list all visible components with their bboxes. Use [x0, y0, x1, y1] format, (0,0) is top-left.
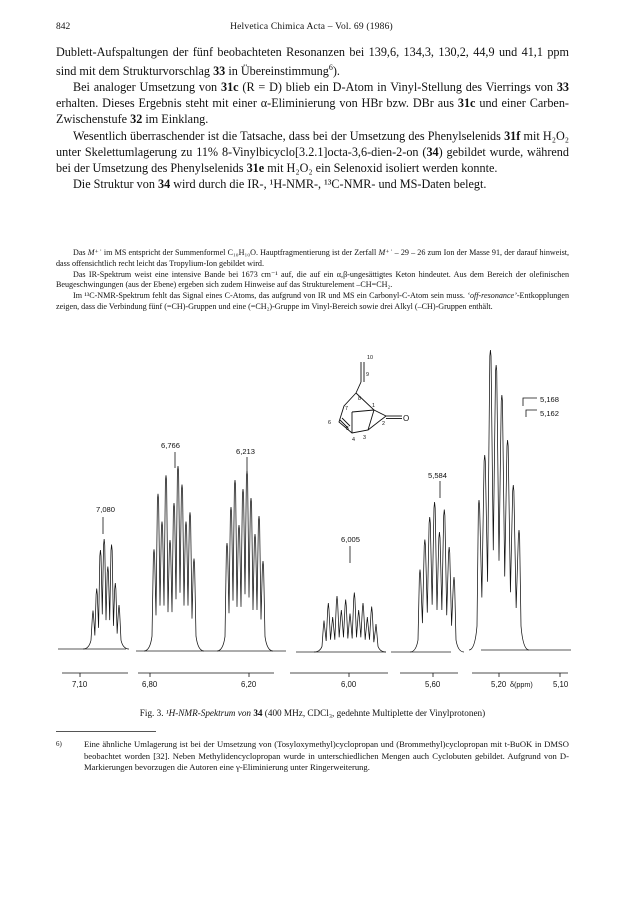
paragraph-1: Dublett-Aufspaltungen der fünf beobachteten Resonanzen bei 139,6, 134,3, 130,2, 44,9 und 41,1 ppm sind mit dem Strukturvorschlag 33 in Übereinstimmung$^6$). [56, 45, 569, 79]
multiplet-trace [410, 502, 464, 652]
ms-note: Das M⁺˙ im MS entspricht der Summenformel C₁₀H₁₀O. Hauptfragmentierung ist der Zerfall M⁺˙ – 29 – 26 zum Ion der Masse 91, der darauf hinweist, dass offensichtlich recht leicht das Tropylium-Ion gebildet wird. [56, 248, 569, 268]
multiplet-trace [83, 539, 129, 649]
tick-label: 6,00 [341, 680, 357, 689]
atom-number: 5 [346, 426, 349, 432]
tick-label: 5,20 [491, 680, 507, 689]
journal-title: Helvetica Chimica Acta – Vol. 69 (1986) [230, 22, 393, 32]
multiplet-trace [217, 471, 273, 651]
figure-caption: Fig. 3. ¹H-NMR-Spektrum von 34 (400 MHz, CDCl₃, gedehnte Multiplette der Vinylprotonen) [139, 708, 486, 718]
axis-unit: δ(ppm) [510, 680, 533, 689]
atom-number: 6 [328, 420, 331, 426]
nmr-figure [56, 330, 576, 710]
axis-tick-labels [72, 680, 569, 689]
running-header [56, 22, 567, 36]
paragraph-2: Bei analoger Umsetzung von 31c (R = D) blieb ein D-Atom in Vinyl-Stellung des Vierrings von 33 erhalten. Dieses Ergebnis steht mit einer α-Eliminierung von HBr bzw. DBr aus 31c und einer Carben-Zwischenstufe 32 im Einklang. [56, 80, 569, 127]
small-print-notes [56, 248, 569, 313]
multiplets [83, 350, 529, 652]
peak-label: 6,005 [341, 535, 361, 544]
atom-number: 4 [352, 437, 355, 443]
peak-label: 6,213 [236, 447, 256, 456]
ir-note: Das IR-Spektrum weist eine intensive Bande bei 1673 cm⁻¹ auf, die auf ein α,β-ungesättigtes Keton hindeutet. Aus dem Bereich der olefinischen Beugeschwingungen (aus der Ebene) ergeben sich zudem Hinweise auf das Strukturelement –CH=CH₂. [56, 269, 569, 290]
multiplet-trace [314, 593, 386, 653]
structure-34 [339, 362, 402, 433]
footnote-ref[interactable]: 6 [328, 63, 333, 73]
atom-number: 2 [382, 421, 385, 427]
multiplet-trace [469, 350, 529, 650]
peak-label: 5,584 [428, 471, 448, 480]
tick-label: 7,10 [72, 680, 88, 689]
main-text [56, 44, 569, 192]
tick-label: 5,10 [553, 680, 569, 689]
spectrum-baselines [58, 649, 571, 652]
tick-label: 5,60 [425, 680, 441, 689]
oxygen-atom: O [403, 414, 410, 423]
atom-number: 1 [372, 403, 375, 409]
footnote-mark: 6) [56, 740, 62, 748]
tick-label: 6,20 [241, 680, 257, 689]
peak-label: 5,168 [540, 395, 560, 404]
atom-number: 8 [358, 396, 361, 402]
c13-note: Im ¹³C-NMR-Spektrum fehlt das Signal eines C-Atoms, das aufgrund von IR und MS ein Carbonyl-C-Atom sein muss. ‘off-resonance’-Entkopplungen zeigen, dass die Verbindung fünf (=CH)-Gruppen und eine (=CH₂)-Gruppe im Vinyl-Bereich sowie drei Alkyl (–CH)-Gruppen enthält. [56, 291, 569, 311]
peak-label: 7,080 [96, 505, 116, 514]
peak-label-ticks [103, 398, 537, 563]
peak-label: 5,162 [540, 409, 560, 418]
atom-number: 3 [363, 435, 366, 441]
paragraph-4: Die Struktur von 34 wird durch die IR-, ¹H-NMR-, ¹³C-NMR- und MS-Daten belegt. [73, 176, 487, 191]
atom-number: 7 [345, 406, 348, 412]
paragraph-3: Wesentlich überraschender ist die Tatsache, dass bei der Umsetzung des Phenylselenids 31f mit H₂O₂ unter Skelettumlagerung zu 11% 8-Vinylbicyclo[3.2.1]octa-3,6-dien-2-on (34) gebildet wurde, während bei der Umsetzung des Phenylselenids 31e mit H₂O₂ ein Selenoxid isoliert werden konnte. [56, 128, 569, 175]
atom-number: 10 [367, 355, 373, 361]
footnote-6 [56, 739, 569, 774]
nmr-spectrum [56, 330, 576, 710]
multiplet-trace [144, 466, 204, 651]
footnote-divider [56, 731, 156, 732]
page-number: 842 [56, 22, 71, 32]
atom-number: 9 [366, 372, 369, 378]
peak-label: 6,766 [161, 441, 181, 450]
x-axis [62, 673, 568, 677]
tick-label: 6,80 [142, 680, 158, 689]
footnote-text: Eine ähnliche Umlagerung ist bei der Umsetzung von (Tosyloxymethyl)cyclopropan und (Brommethyl)cyclopropan mit t-BuOK in DMSO beobachtet worden [32]. Neben Methylidencyclopropan wurde in unterschiedlichen Mengen auch Cyclobuten gebildet. Aufgrund von D-Markierungen bevorzugen die Autoren eine γ-Eliminierung unter Ringerweiterung. [84, 739, 569, 773]
